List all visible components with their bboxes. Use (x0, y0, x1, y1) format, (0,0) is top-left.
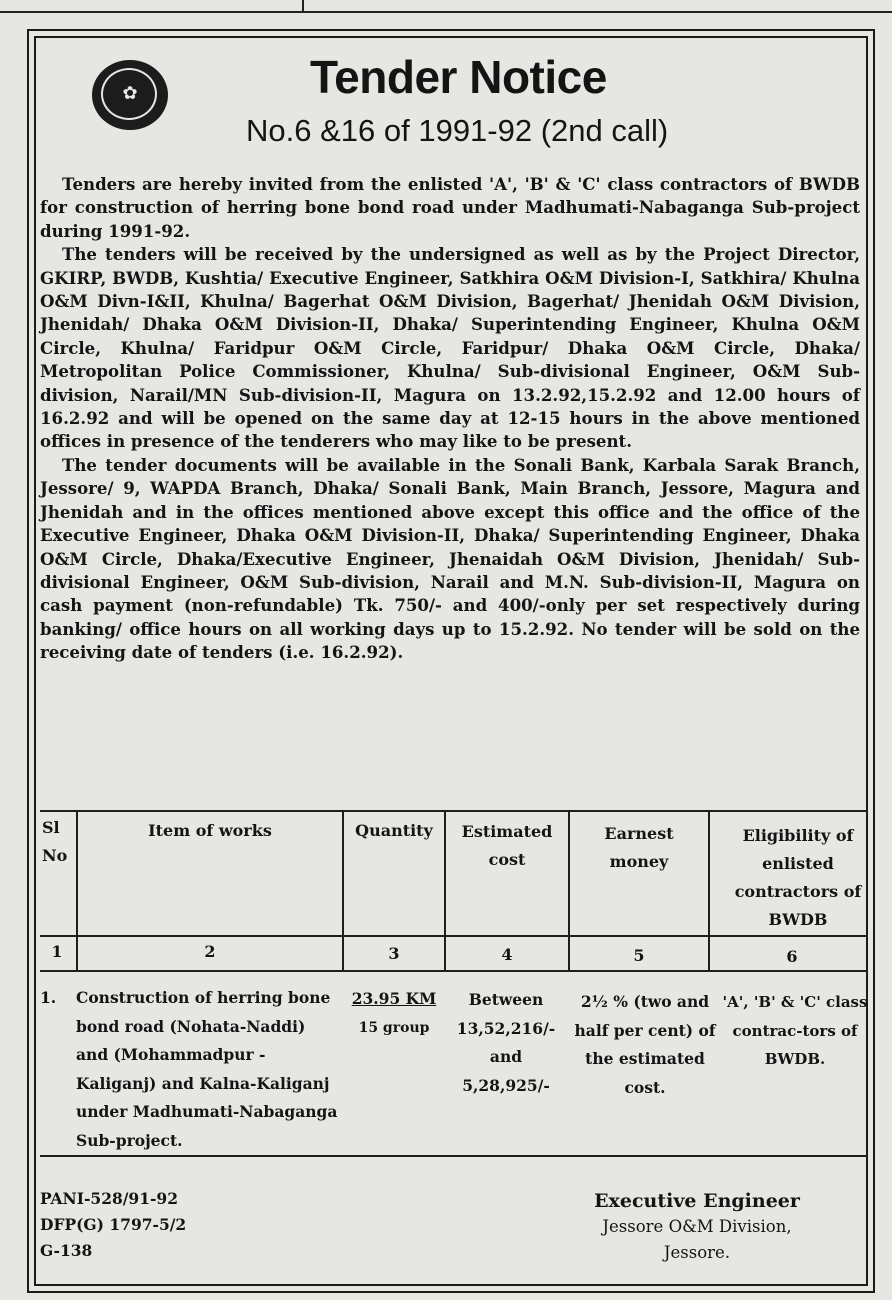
reference-code: DFP(G) 1797-5/2 (40, 1215, 187, 1234)
top-rule (0, 11, 892, 13)
paragraph-invitation: Tenders are hereby invited from the enlisted 'A', 'B' & 'C' class contractors of BWDB for construction of herring bone bond road under Madhumati-Nabaganga Sub-project during 1991-92. (40, 174, 860, 241)
paragraph-documents: The tender documents will be available in the Sonali Bank, Karbala Sarak Branch, Jessore/ 9, WAPDA Branch, Dhaka/ Sonali Bank, Main Branch, Jessore, Magura and Jhenidah and in the offices mentioned above except this office and the office of the Executive Engineer, Dhaka O&M Division-II, Dhaka/ Superintending Engineer, Dhaka O&M Circle, Dhaka/Executive Engineer, Jhenaidah O&M Division, Jhenidah/ Sub-divisional Engineer, O&M Sub-division, Narail and M.N. Sub-division-II, Magura on cash payment (non-refundable) Tk. 750/- and 400/-only per set respectively during banking/ office hours on all working days up to 15.2.92. No tender will be sold on the receiving date of tenders (i.e. 16.2.92). (40, 454, 860, 663)
signatory-office: Jessore O&M Division, (602, 1217, 792, 1236)
col-divider-1 (76, 811, 78, 971)
emblem-seal-icon (92, 60, 168, 130)
header-estimated-cost: Estimated cost (461, 822, 553, 869)
header-quantity: Quantity (355, 821, 433, 840)
row-quantity-km: 23.95 KM (351, 989, 437, 1008)
table-top-border (40, 810, 868, 812)
top-tick (302, 0, 304, 12)
header-item-of-works: Item of works (148, 821, 272, 840)
reference-code: G-138 (40, 1241, 93, 1260)
paragraph-receiving: The tenders will be received by the undersigned as well as by the Project Director, GKIRP, BWDB, Kushtia/ Executive Engineer, Satkhira O&M Division-I, Satkhira/ Khulna O&M Divn-I&II, Khulna/ Bagerhat O&M Division, Bagerhat/ Jhenidah O&M Division, Jhenidah/ Dhaka O&M Division-II, Dhaka/ Superintending Engineer, Khulna O&M Circle, Khulna/ Faridpur O&M Circle, Faridpur/ Dhaka O&M Circle, Dhaka/ Metropolitan Police Commissioner, Khulna/ Sub-divisional Engineer, O&M Sub-division, Narail/MN Sub-division-II, Magura on 13.2.92,15.2.92 and 12.00 hours of 16.2.92 and will be opened on the same day at 12-15 hours in the above mentioned offices in presence of the tenderers who may like to be present. (40, 244, 860, 452)
signatory-city: Jessore. (663, 1243, 731, 1262)
column-number-1: 1 (51, 942, 63, 961)
seal-mark: ✿ (122, 83, 138, 104)
row-sl-number: 1. (40, 988, 57, 1007)
column-number-4: 4 (501, 945, 513, 964)
reference-code: PANI-528/91-92 (40, 1189, 178, 1208)
signatory-title: Executive Engineer (594, 1190, 800, 1212)
column-number-3: 3 (388, 944, 400, 963)
table-header-border (40, 935, 868, 937)
row-item-of-works: Construction of herring bone bond road (Nohata-Naddi) and (Mohammadpur -Kaliganj) and Kalna-Kaliganj under Madhumati-Nabaganga Sub-project. (76, 988, 338, 1150)
header-eligibility: Eligibility of enlisted contractors of BWDB (734, 826, 862, 929)
notice-number: No.6 &16 of 1991-92 (2nd call) (246, 113, 669, 148)
page-title: Tender Notice (310, 51, 607, 103)
row-quantity-group: 15 group (358, 1020, 430, 1036)
reference-codes (40, 1186, 186, 1264)
col-divider-2 (342, 811, 344, 971)
col-divider-5 (708, 811, 710, 971)
row-estimated-cost: Between 13,52,216/- and 5,28,925/- (456, 990, 556, 1095)
col-divider-3 (444, 811, 446, 971)
signature-block (572, 1188, 822, 1266)
column-number-2: 2 (204, 942, 216, 961)
notice-body (40, 173, 860, 665)
col-divider-4 (568, 811, 570, 971)
header-earnest-money: Earnest money (604, 824, 674, 871)
column-number-5: 5 (633, 946, 645, 965)
table-numbers-border (40, 970, 868, 972)
row-eligibility: 'A', 'B' & 'C' class contrac-tors of BWDB. (722, 993, 868, 1068)
row-earnest-money: 2½ % (two and half per cent) of the estimated cost. (574, 992, 716, 1097)
header-sl-no: Sl No (42, 818, 68, 865)
table-bottom-border (40, 1155, 868, 1157)
column-number-6: 6 (786, 947, 798, 966)
